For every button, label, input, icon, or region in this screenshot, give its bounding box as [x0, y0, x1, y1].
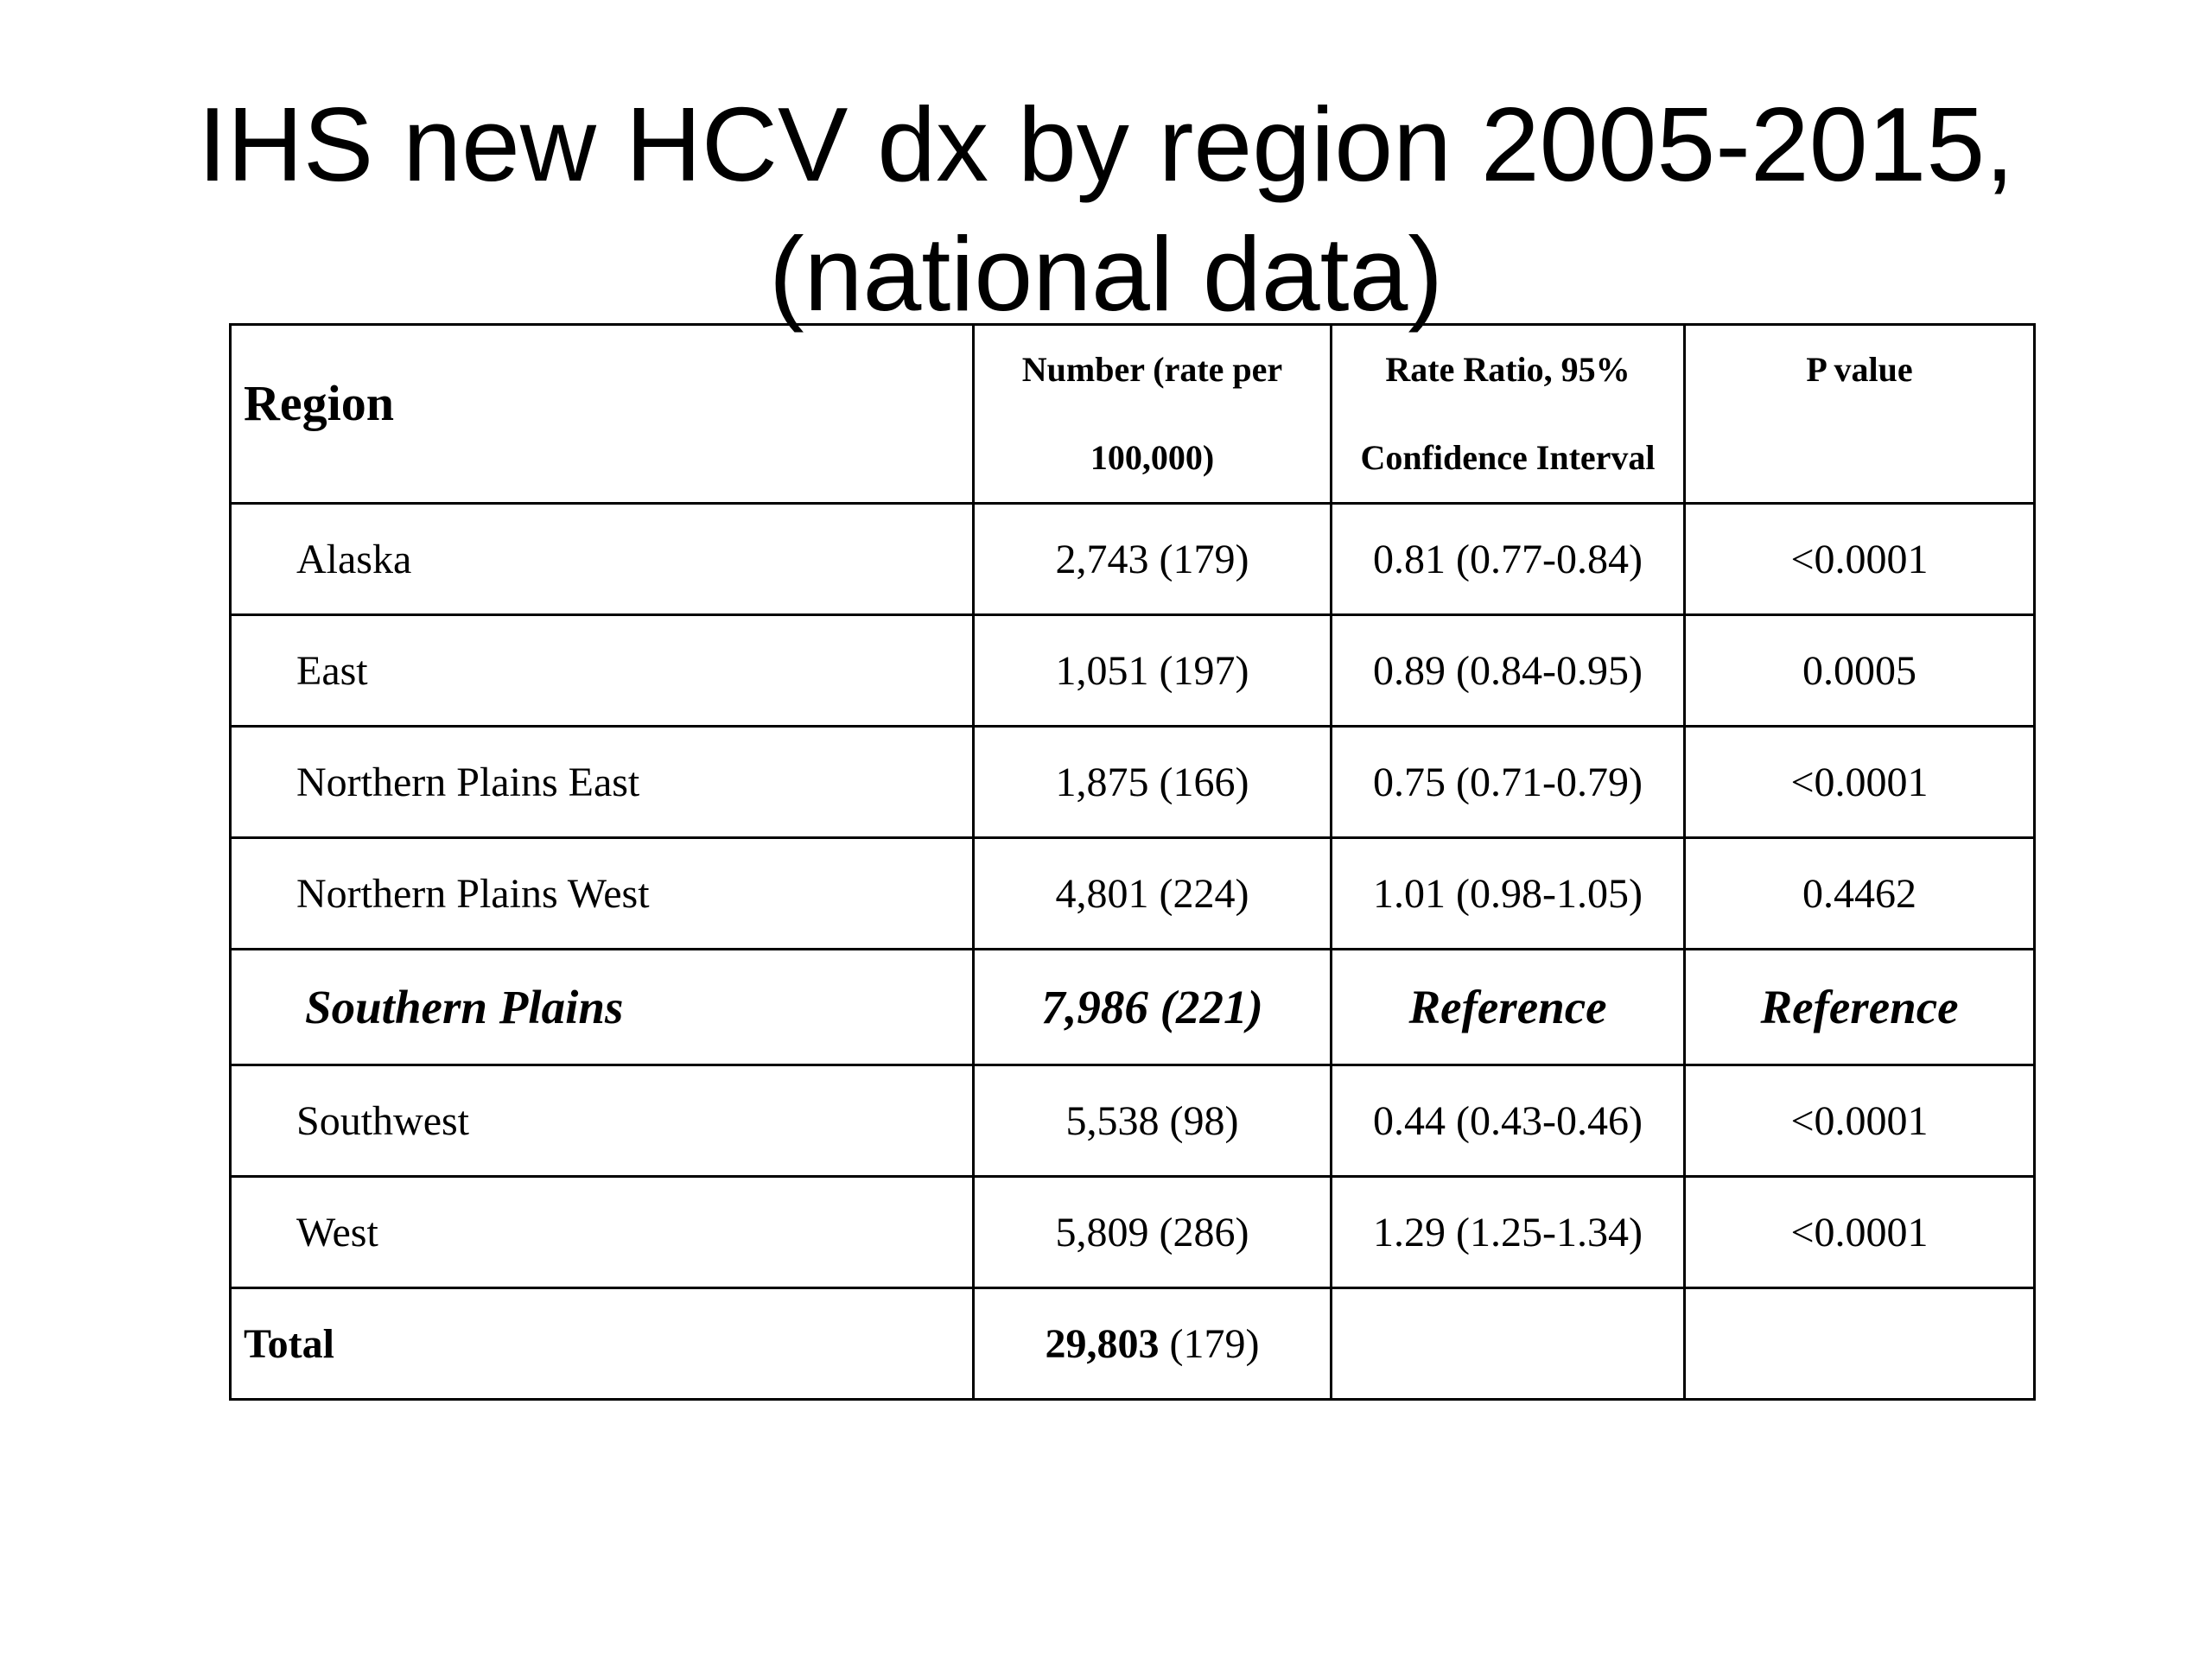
- number-cell: 1,875 (166): [974, 727, 1332, 838]
- ratio-cell: 0.75 (0.71-0.79): [1332, 727, 1685, 838]
- reference-row: [231, 950, 2035, 1065]
- header-number: [974, 325, 1332, 504]
- number-cell: 7,986 (221): [974, 950, 1332, 1065]
- region-cell: East: [231, 615, 974, 727]
- p-value-cell: <0.0001: [1685, 727, 2035, 838]
- ratio-cell: Reference: [1332, 950, 1685, 1065]
- ratio-cell: 0.89 (0.84-0.95): [1332, 615, 1685, 727]
- table-row: [231, 838, 2035, 950]
- region-cell: Northern Plains East: [231, 727, 974, 838]
- region-cell: Alaska: [231, 504, 974, 615]
- total-label: Total: [231, 1288, 974, 1400]
- total-number-cell: [974, 1288, 1332, 1400]
- hcv-region-table: [229, 323, 2036, 1401]
- region-cell: West: [231, 1177, 974, 1288]
- header-rate-ratio: [1332, 325, 1685, 504]
- header-p-value: P value: [1685, 325, 2035, 504]
- table-row: [231, 504, 2035, 615]
- ratio-cell: 0.81 (0.77-0.84): [1332, 504, 1685, 615]
- header-ratio-line-1: Rate Ratio, 95%: [1385, 350, 1630, 389]
- number-cell: 5,809 (286): [974, 1177, 1332, 1288]
- region-cell: Northern Plains West: [231, 838, 974, 950]
- total-p-value-cell: [1685, 1288, 2035, 1400]
- p-value-cell: 0.0005: [1685, 615, 2035, 727]
- region-cell: Southwest: [231, 1065, 974, 1177]
- table-row: [231, 615, 2035, 727]
- number-cell: 5,538 (98): [974, 1065, 1332, 1177]
- ratio-cell: 1.01 (0.98-1.05): [1332, 838, 1685, 950]
- number-cell: 4,801 (224): [974, 838, 1332, 950]
- total-number: 29,803: [1045, 1320, 1160, 1367]
- number-cell: 2,743 (179): [974, 504, 1332, 615]
- ratio-cell: 1.29 (1.25-1.34): [1332, 1177, 1685, 1288]
- p-value-cell: <0.0001: [1685, 1177, 2035, 1288]
- ratio-cell: 0.44 (0.43-0.46): [1332, 1065, 1685, 1177]
- slide-title-line-2: (national data): [769, 215, 1443, 333]
- table-row: [231, 1177, 2035, 1288]
- p-value-cell: 0.4462: [1685, 838, 2035, 950]
- total-rate: (179): [1169, 1320, 1260, 1367]
- p-value-cell: <0.0001: [1685, 504, 2035, 615]
- total-ratio-cell: [1332, 1288, 1685, 1400]
- region-cell: Southern Plains: [231, 950, 974, 1065]
- table-row: [231, 1065, 2035, 1177]
- slide-title: [0, 79, 2212, 339]
- header-number-line-1: Number (rate per: [1021, 350, 1283, 389]
- table-row: [231, 727, 2035, 838]
- p-value-cell: <0.0001: [1685, 1065, 2035, 1177]
- header-ratio-line-2: Confidence Interval: [1360, 438, 1656, 477]
- slide-title-line-1: IHS new HCV dx by region 2005-2015,: [197, 86, 2015, 203]
- header-region: Region: [231, 325, 974, 504]
- header-number-line-2: 100,000): [1090, 438, 1215, 477]
- total-row: [231, 1288, 2035, 1400]
- number-cell: 1,051 (197): [974, 615, 1332, 727]
- table-header-row: [231, 325, 2035, 504]
- p-value-cell: Reference: [1685, 950, 2035, 1065]
